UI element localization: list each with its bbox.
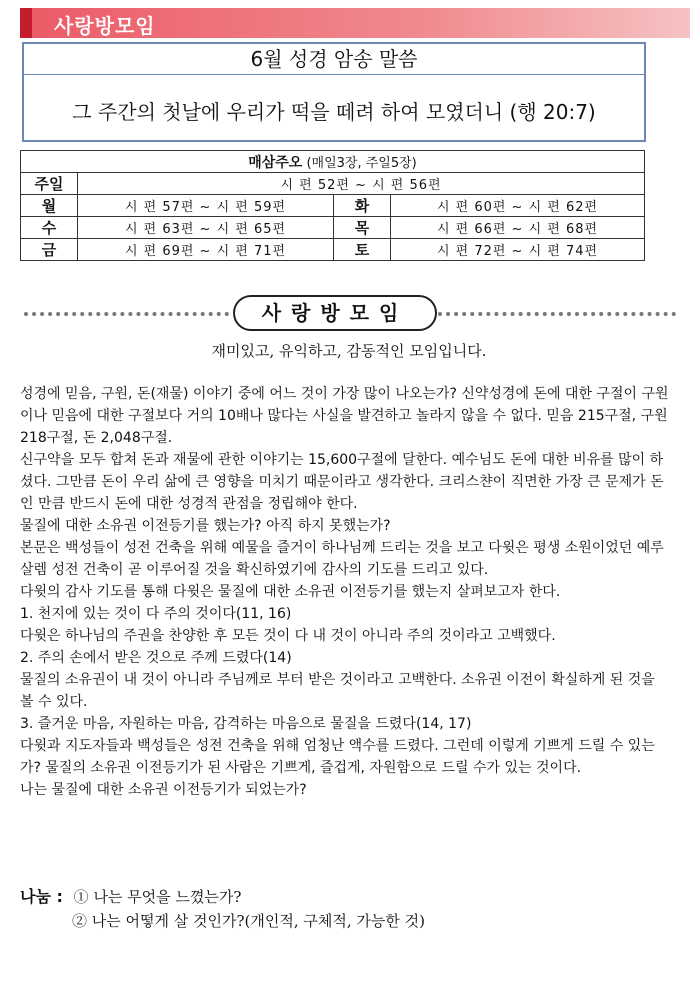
body-paragraph: 다윗과 지도자들과 백성들은 성전 건축을 위해 엄청난 액수를 드렸다. 그런데 이렇게 기쁘게 드릴 수 있는가? 물질의 소유권 이전등기가 된 사람은 기쁘게, 즐겁게, 자원함으로 드릴 수가 있는 것이다. <box>20 738 655 776</box>
body-paragraph: 성경에 믿음, 구원, 돈(재물) 이야기 중에 어느 것이 가장 많이 나오는가? 신약성경에 돈에 대한 구절이 구원이나 믿음에 대한 구절보다 거의 10배나 많다는 사실을 발견하고 놀라지 않을 수 없다. 믿음 215구절, 구원 218구절, 돈 2,048구절. <box>20 386 669 446</box>
body-paragraph: 물질의 소유권이 내 것이 아니라 주님께로 부터 받은 것이라고 고백한다. 소유권 이전이 확실하게 된 것을 볼 수 있다. <box>20 672 655 710</box>
schedule-row <box>21 217 645 239</box>
memory-verse-text: 그 주간의 첫날에 우리가 떡을 떼려 하여 모였더니 (행 20:7) <box>72 100 596 124</box>
body-paragraph: 다윗은 하나님의 주권을 찬양한 후 모든 것이 다 내 것이 아니라 주의 것이라고 고백했다. <box>20 628 556 644</box>
header-banner <box>20 8 690 38</box>
reading-range: 시 편 60편 ~ 시 편 62편 <box>391 195 645 217</box>
body-paragraph: 신구약을 모두 합쳐 돈과 재물에 관한 이야기는 15,600구절에 달한다. 예수님도 돈에 대한 비유를 많이 하셨다. 그만큼 돈이 우리 삶에 큰 영향을 미치기 때문이라고 생각한다. 크리스챤이 직면한 가장 큰 문제가 돈인 만큼 반드시 돈에 대한 성경적 관점을 정립해야 한다. <box>20 452 664 512</box>
banner-title: 사랑방모임 <box>54 14 156 38</box>
section-title-badge: 사랑방모임 <box>233 295 437 331</box>
sharing-label: 나눔 : <box>20 887 63 906</box>
day-label: 토 <box>334 239 391 261</box>
body-paragraph: 나는 물질에 대한 소유권 이전등기가 되었는가? <box>20 782 307 798</box>
schedule-row-sunday <box>21 173 645 195</box>
body-paragraph: 본문은 백성들이 성전 건축을 위해 예물을 즐거이 하나님께 드리는 것을 보고 다윗은 평생 소원이었던 예루살렘 성전 건축이 곧 이루어질 것을 확신하였기에 감사의 기도를 드리고 있다. <box>20 540 664 578</box>
point-heading: 3. 즐거운 마음, 자원하는 마음, 감격하는 마음으로 물질을 드렸다(14, 17) <box>20 716 472 732</box>
point-heading: 1. 천지에 있는 것이 다 주의 것이다(11, 16) <box>20 606 292 622</box>
schedule-header-detail: (매일3장, 주일5장) <box>302 155 417 171</box>
body-paragraph: 물질에 대한 소유권 이전등기를 했는가? 아직 하지 못했는가? <box>20 518 391 534</box>
day-label: 목 <box>334 217 391 239</box>
schedule-header-row <box>21 151 645 173</box>
sharing-question-1: ① 나는 무엇을 느꼈는가? <box>73 888 242 906</box>
reading-range: 시 편 69편 ~ 시 편 71편 <box>78 239 334 261</box>
sharing-question-2: ② 나는 어떻게 살 것인가?(개인적, 구체적, 가능한 것) <box>72 912 425 930</box>
reading-range: 시 편 66편 ~ 시 편 68편 <box>391 217 645 239</box>
reading-range: 시 편 52편 ~ 시 편 56편 <box>78 173 645 195</box>
reading-range: 시 편 63편 ~ 시 편 65편 <box>78 217 334 239</box>
reading-range: 시 편 57편 ~ 시 편 59편 <box>78 195 334 217</box>
dotted-divider-left <box>24 312 229 316</box>
reading-range: 시 편 72편 ~ 시 편 74편 <box>391 239 645 261</box>
schedule-row <box>21 239 645 261</box>
day-label: 월 <box>21 195 78 217</box>
banner-accent-mark <box>20 8 32 38</box>
day-label: 화 <box>334 195 391 217</box>
memory-verse-title: 6월 성경 암송 말씀 <box>24 44 644 75</box>
schedule-header-title: 매삼주오 <box>248 154 303 171</box>
schedule-header <box>21 151 645 173</box>
memory-verse-box <box>22 42 646 142</box>
sharing-questions <box>20 885 425 933</box>
sermon-body <box>20 383 670 801</box>
body-paragraph: 다윗의 감사 기도를 통해 다윗은 물질에 대한 소유권 이전등기를 했는지 살펴보고자 한다. <box>20 584 561 600</box>
reading-schedule-table <box>20 150 645 261</box>
day-label: 주일 <box>21 173 78 195</box>
section-subtitle: 재미있고, 유익하고, 감동적인 모임입니다. <box>211 342 487 360</box>
point-heading: 2. 주의 손에서 받은 것으로 주께 드렸다(14) <box>20 650 292 666</box>
schedule-row <box>21 195 645 217</box>
day-label: 금 <box>21 239 78 261</box>
dotted-divider-right <box>438 312 676 316</box>
day-label: 수 <box>21 217 78 239</box>
